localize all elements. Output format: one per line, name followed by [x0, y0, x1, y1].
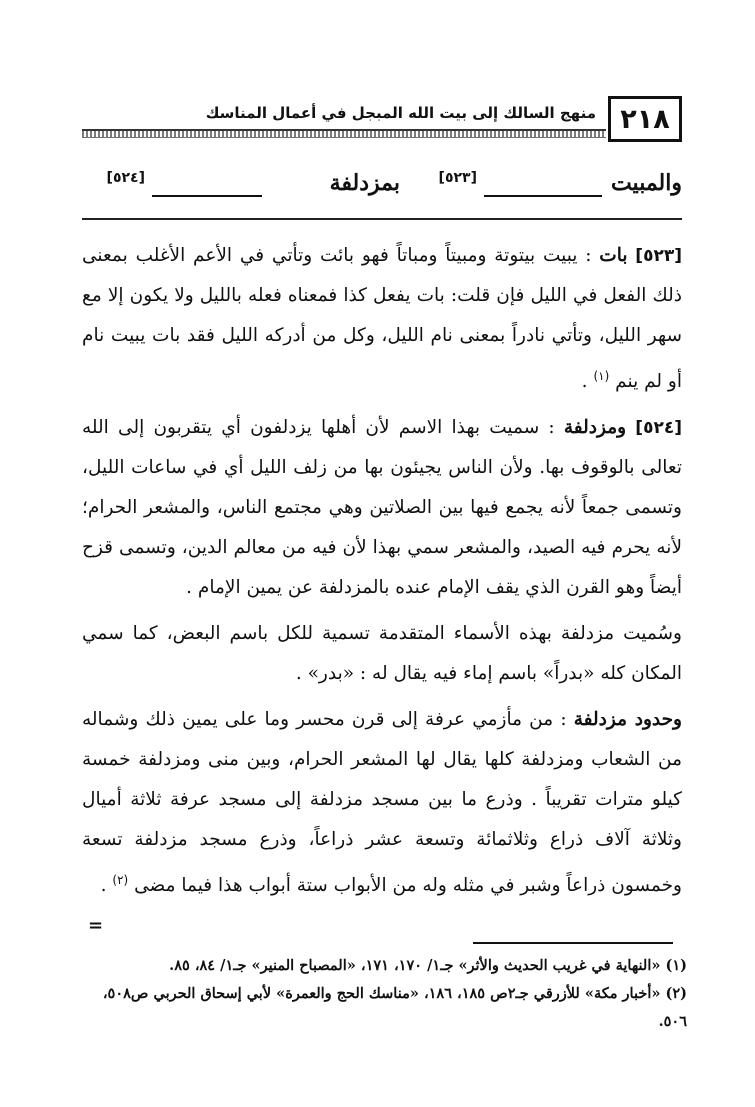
lemma-word-mabeet: والمبيت	[610, 170, 682, 196]
limits-text: : من مأزمي عرفة إلى قرن محسر وما على يمين ذلك وشماله من الشعاب ومزدلفة كلها يقال لها المشعر الحرام، وبين منى ومزدلفة خمسة كيلو مترات تقريباً . وذرع ما بين مسجد مزدلفة إلى مسجد عرفة ثلاثة أميال وثلاثة آلاف ذراع وثلاثمائة وتسعة عشر ذراعاً، وذرع مسجد مزدلفة تسعة وخمسون ذراعاً وشبر في مثله وله من الأبواب ستة أبواب هذا فيما مضى	[82, 709, 682, 897]
header-rule	[82, 129, 606, 138]
tatweel-line	[484, 195, 602, 197]
lemma-ref-523: [٥٢٣]	[438, 170, 477, 186]
footnote-ref: (١)	[593, 369, 610, 383]
entry-term: ومزدلفة	[563, 417, 627, 439]
entry-523	[82, 236, 682, 402]
entry-text: : يبيت بيتوتة ومبيتاً ومباتاً فهو بائت وتأتي في الأعم الأغلب بمعنى ذلك الفعل في الليل فإن قلت: بات يفعل كذا فمعناه فعله بالليل ولا يكون إلا مع سهر الليل، وتأتي نادراً بمعنى نام الليل، وكل من أدركه الليل فقد بات يبيت نام أو لم ينم	[82, 245, 682, 393]
tatweel-line	[152, 195, 262, 197]
entry-term: بات	[599, 245, 628, 266]
separator-rule	[82, 218, 682, 220]
entry-end: .	[581, 371, 588, 393]
entry-number: [٥٢٣]	[635, 246, 682, 266]
entry-number: [٥٢٤]	[635, 418, 682, 439]
lemma-ref-524: [٥٢٤]	[106, 170, 145, 186]
footnotes	[82, 952, 687, 1036]
footnote-1: (١) «النهاية في غريب الحديث والأثر» جـ١/ ١٧٠، ١٧١، «المصباح المنير» جـ١/ ٨٤، ٨٥.	[169, 957, 687, 974]
page-header	[82, 96, 682, 148]
footnote-rule	[473, 942, 673, 944]
paragraph-limits	[82, 700, 682, 937]
lemma-word-muzdalifa: بمزدلفة	[329, 170, 400, 196]
footnote-ref: (٢)	[112, 873, 129, 888]
footnote-2: (٢) «أخبار مكة» للأزرقي جـ٢ص ١٨٥، ١٨٦، «مناسك الحج والعمرة» لأبي إسحاق الحربي ص٥٠٨، ٥٠٦.	[102, 985, 687, 1030]
running-title: منهج السالك إلى بيت الله المبجل في أعمال المناسك	[205, 104, 596, 122]
entry-524	[82, 408, 682, 608]
limits-end: .	[100, 875, 107, 897]
main-text	[82, 236, 682, 946]
entry-text: : سميت بهذا الاسم لأن أهلها يزدلفون أي يتقربون إلى الله تعالى بالوقوف بها. ولأن الناس يجيئون بها من زلف الليل أي في ساعات الليل، وتسمى جمعاً لأنه يجمع فيها بين الصلاتين وهي مجتمع الناس، والمشعر الحرام؛ لأنه يحرم فيه الصيد، والمشعر سمي بهذا لأن فيه من معالم الدين، وتسمى قزح أيضاً وهو القرن الذي يقف الإمام عنده بالمزدلفة عن يمين الإمام .	[82, 417, 682, 599]
paragraph-names: وسُميت مزدلفة بهذه الأسماء المتقدمة تسمية للكل باسم البعض، كما سمي المكان كله «بدراً» باسم إماء فيه يقال له : «بدر» .	[82, 623, 682, 685]
limits-term: وحدود مزدلفة	[573, 709, 682, 731]
continuation-mark: =	[88, 915, 104, 937]
page-number: ٢١٨	[608, 96, 682, 142]
lemma-line	[82, 170, 682, 210]
